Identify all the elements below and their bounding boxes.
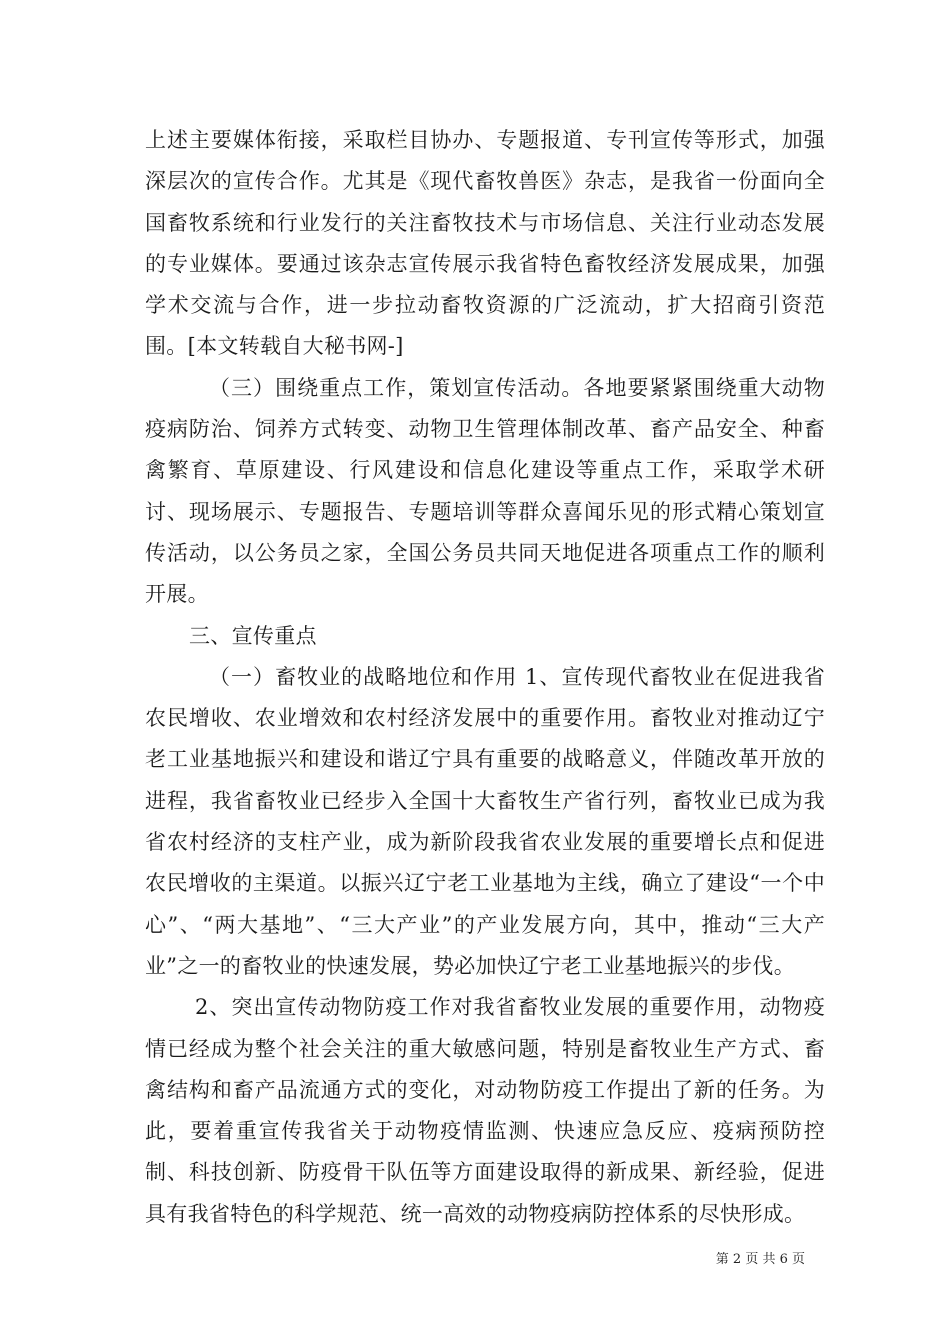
paragraph-strategic-position: （一）畜牧业的战略地位和作用 1、宣传现代畜牧业在促进我省农民增收、农业增效和农村经济发展中的重要作用。畜牧业对推动辽宁老工业基地振兴和建设和谐辽宁具有重要的战略意义，伴随改革开放的进程，我省畜牧业已经步入全国十大畜牧生产省行列，畜牧业已成为我省农村经济的支柱产业，成为新阶段我省农业发展的重要增长点和促进农民增收的主渠道。以振兴辽宁老工业基地为主线，确立了建设“一个中心”、“两大基地”、“三大产业”的产业发展方向，其中，推动“三大产业”之一的畜牧业的快速发展，势必加快辽宁老工业基地振兴的步伐。 [145, 664, 825, 978]
page-number-footer: 第 2 页 共 6 页 [715, 1252, 805, 1267]
paragraph-media-cooperation: 上述主要媒体衔接，采取栏目协办、专题报道、专刊宣传等形式，加强深层次的宣传合作。尤其是《现代畜牧兽医》杂志，是我省一份面向全国畜牧系统和行业发行的关注畜牧技术与市场信息、关注行业动态发展的专业媒体。要通过该杂志宣传展示我省特色畜牧经济发展成果，加强学术交流与合作，进一步拉动畜牧资源的广泛流动，扩大招商引资范围。[本文转载自大秘书网-] [145, 128, 825, 359]
section-heading-publicity-focus: 三、宣传重点 [189, 623, 317, 648]
paragraph-publicity-activities: （三）围绕重点工作，策划宣传活动。各地要紧紧围绕重大动物疫病防治、饲养方式转变、动物卫生管理体制改革、畜产品安全、种畜禽繁育、草原建设、行风建设和信息化建设等重点工作，采取学术研讨、现场展示、专题报告、专题培训等群众喜闻乐见的形式精心策划宣传活动，以公务员之家，全国公务员共同天地促进各项重点工作的顺利开展。 [145, 375, 825, 607]
paragraph-animal-epidemic-prevention: 2、突出宣传动物防疫工作对我省畜牧业发展的重要作用，动物疫情已经成为整个社会关注的重大敏感问题，特别是畜牧业生产方式、畜禽结构和畜产品流通方式的变化，对动物防疫工作提出了新的任务。为此，要着重宣传我省关于动物疫情监测、快速应急反应、疫病预防控制、科技创新、防疫骨干队伍等方面建设取得的新成果、新经验，促进具有我省特色的科学规范、统一高效的动物疫病防控体系的尽快形成。 [145, 995, 825, 1226]
document-body [145, 120, 825, 1235]
